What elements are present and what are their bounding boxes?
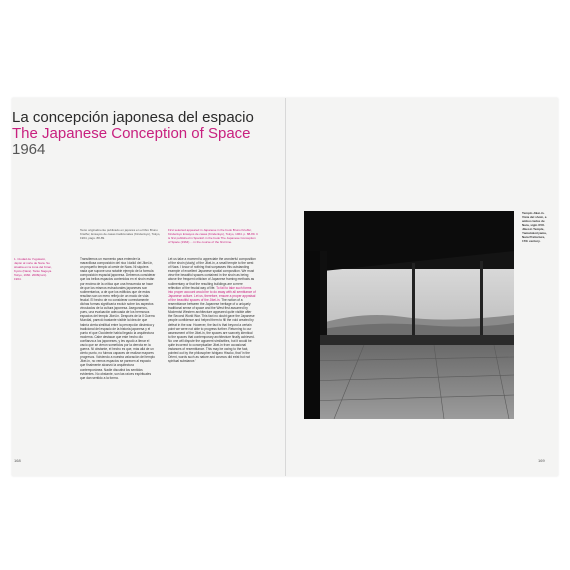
english-lead: Let us take a moment to appreciate the wonderful composition of the shoin (study) of the Jikei-in, a small temple to the west of Nara. I know of nothing that surpasses this outstanding example of excellent Japanese spatial composition. We must view the beautiful spaces contained in the shoin as being above the frequent criticism of Japanese framing methods as rudimentary or that the resulting buildings are a mere reflection of the feudal way of life. bbox=[168, 257, 256, 290]
photo-caption: Templo Jikei-in. Vista del shoin, a ambos lados de Nara, siglo XVII. Jikei-in Temple, Yamatokoriyama, Nara Prefecture, 17th century. bbox=[522, 211, 547, 243]
chapter-heading bbox=[12, 110, 272, 158]
page-number-left: 168 bbox=[14, 458, 21, 463]
page-gutter bbox=[285, 98, 286, 476]
page-number-right: 169 bbox=[538, 458, 545, 463]
footnote: 1. Ciudad de Yugokami, Japón al norte de Nara. Se situaba en la zona del Kinai, Kyoto (Nara). Tanto Nagoya. Tokyo, 1960. 2008(cont). 1964. bbox=[14, 257, 52, 281]
body-column-spanish: Transitemos un momento para entender la maravillosa composición del rica I daikő del Jikei-in, un pequeño templo al oeste de Nara. Ni siquiera nada que supone una notable ejemplo de la formula composición espacial japonesa. Debemos considerar que los bellos espacios contenidos en el shoin están por encima de la crítica que una frecuencia se hace de que los mismos estructurales japoneses son rudimentarios, a de que los edificios que de estos resultan son un mero reflejo de un modo de vida feudal. El hecho de no considerar correctamente dichas formas significaría excluir sobre los aspectos vinculados de la cultura japonesa. Asegurarnos, pues, una evaluación adecuada de los hermosos espacios del templo Jikei-in. Después de la II Guerra Mundial, pareció bastante visible la idea de que habría cierta similitud entre la percepción dinámica y tradicional del espacio de la historia japonesa y el punto el que Occidente había llegado la arquitectura moderna. Cabe destacar que este hecho dio confianza a los japoneses, y les ayudó a llenar el vacío que se vieron sometidos por la derrota en la guerra. Ni obstante, el hecho es que, más allá de un cierto punto, no fuimos capaces de realizar mayores progresos. Volviendo a nuestra valoración del templo Jikei-in, no vemos espacios se parecen al espacio que finalmente alcanzó la arquitectura contemporánea. Nadie discutirá los sentidos evidentes. No obstante, son las raíces espirituales que dan sentido a la forma. bbox=[80, 257, 156, 380]
title-spanish: La concepción japonesa del espacio bbox=[12, 109, 254, 126]
source-note-english: First selected appeared in Japanese in the book Bruno Krieffer, Kindenkyo Ensayos de casas (Kindenkyo), Tokyo, 1964. p. 88-89. It is first published in Spanish in the book The Japanese Conception of Space (1964) ... in the course of the first time. bbox=[168, 228, 258, 244]
title-year: 1964 bbox=[12, 141, 46, 158]
title-english: The Japanese Conception of Space bbox=[12, 125, 251, 142]
source-note-spanish: Texto originalmente publicado en japonés en el libro Bruno Krieffer, Ensayos de casas tradicionales (Kindenkyo), Tokyo, 1964, págs. 88-89. bbox=[80, 228, 161, 240]
temple-photograph bbox=[304, 211, 514, 419]
body-column-english bbox=[168, 257, 256, 363]
temple-interior-image bbox=[304, 211, 514, 419]
english-highlight: To fail to take such forms into proper account would be to do away with all semblance of Japanese culture. Let us, therefore, ensure a proper appraisal of the beautiful spaces of the Jikei-in. bbox=[168, 285, 256, 302]
english-rest: The notion of a resemblance between the Japanese heritage of a uniquely traditional sense of space and the West first assumed by Modernist Western architecture appeared quite visible after the Second World War. This fact no doubt gave the Japanese people confidence and helped them to fill the void created by defeat in the war. However, the fact is that beyond a certain point we were not able to progress further. Returning to our assessment of the Jikei-in, the spaces are scarcely identical to the spaces that contemporary architecture finally achieved. No one will dispute the apparent similarities, but it would be quite incorrect to conceptualize Jikei-in from occasional instances of resemblance. This may be owing to the fact, pointed out by the philosopher Ishigaro Hisoko, that 'in the Orient, words such as nature and cosmos did exist but not spiritual substance.' bbox=[168, 297, 255, 364]
